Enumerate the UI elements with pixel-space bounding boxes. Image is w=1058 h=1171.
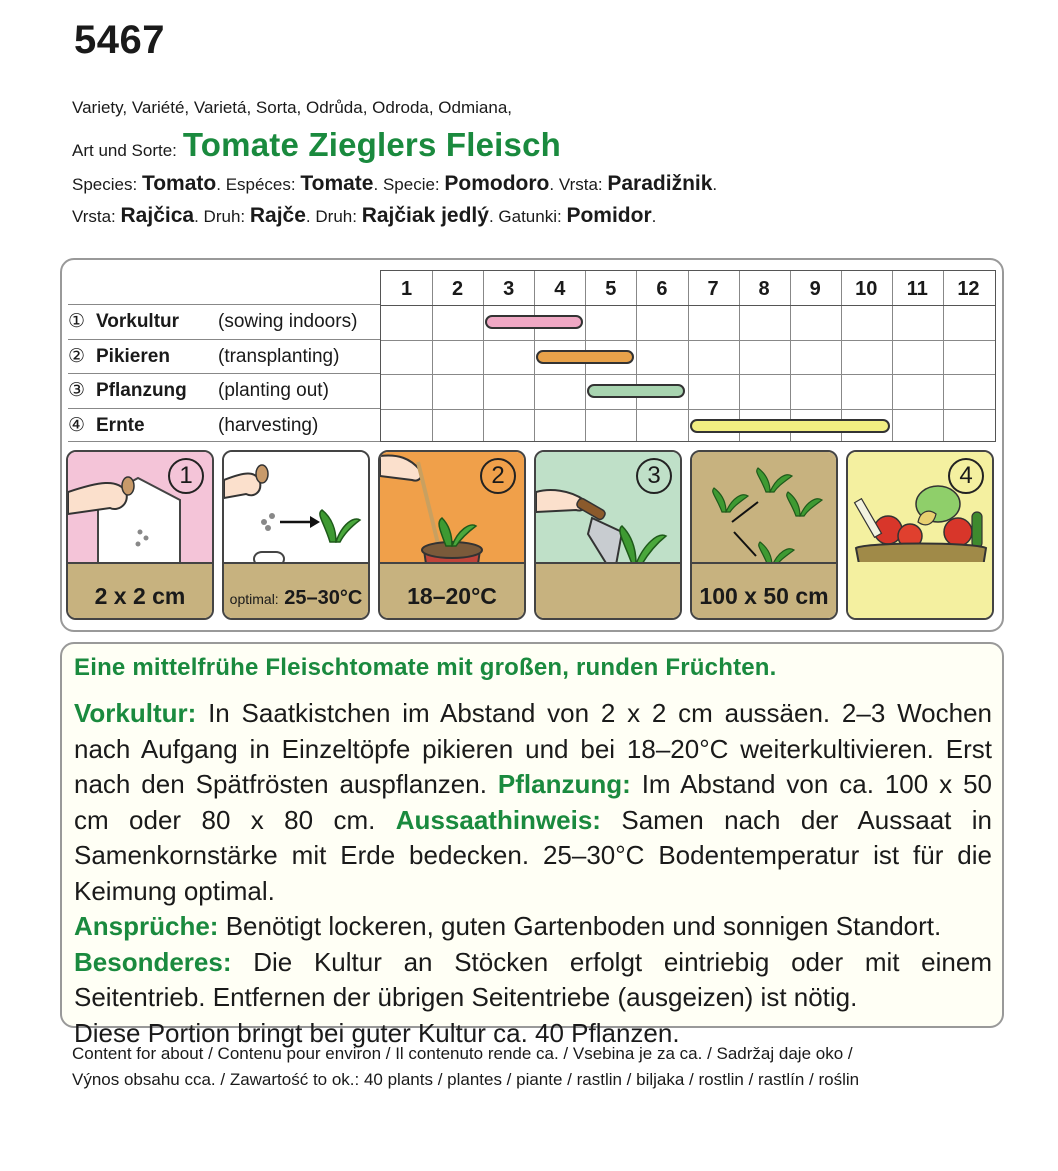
row-num: ② — [68, 345, 86, 367]
species-sep: . — [488, 207, 494, 226]
instruction-tile-4 — [534, 450, 682, 620]
description-lead: Eine mittelfrühe Fleischtomate mit großen, runden Früchten. — [74, 654, 777, 681]
description-box — [60, 642, 1004, 1048]
row-num: ③ — [68, 380, 86, 401]
species-sep: . — [194, 207, 199, 226]
tile-caption — [380, 583, 524, 610]
row-en: (sowing indoors) — [218, 311, 358, 332]
species-label: Vrsta: — [558, 175, 603, 194]
row-num: ① — [68, 311, 86, 332]
row-de: Ernte — [96, 414, 145, 436]
calendar-row-vorkultur — [68, 304, 380, 338]
month-label: 9 — [809, 278, 821, 300]
species-label: Species: — [72, 175, 138, 194]
species-value: Pomidor — [566, 204, 652, 227]
tile-caption-prefix: optimal: — [229, 591, 279, 607]
row-en: (harvesting) — [218, 414, 319, 436]
species-label: Espéces: — [225, 175, 296, 194]
month-label: 8 — [758, 278, 770, 300]
content-footer-line-1: Content for about / Contenu pour environ / Il contenuto rende ca. / Vsebina je za ca. / Sadržaj daje oko / — [72, 1044, 853, 1063]
month-label: 3 — [503, 278, 515, 300]
grid-line — [381, 340, 995, 341]
instruction-tile-6 — [846, 450, 994, 620]
text-vorkultur: In Saatkistchen im Abstand von 2 x 2 cm aussäen. 2–3 Wochen nach Aufgang in Einzeltöpfe pikieren und bei 18–20°C weiterkultivieren. Erst nach den Spätfrösten auspflanzen. — [74, 698, 992, 799]
kw-pflanzung: Pflanzung: — [497, 769, 631, 799]
tile-caption — [692, 583, 836, 610]
month-label: 6 — [656, 278, 668, 300]
row-de: Pikieren — [96, 345, 170, 367]
species-label: Specie: — [382, 175, 440, 194]
calendar-bar-pikieren — [536, 350, 634, 364]
month-label: 2 — [452, 278, 464, 300]
species-value: Tomato — [141, 172, 217, 195]
species-label: Gatunki: — [498, 207, 562, 226]
product-title-line — [72, 126, 561, 164]
calendar-bar-ernte — [690, 419, 890, 433]
calendar-bar-pflanzung — [587, 384, 685, 398]
kw-besonderes: Besonderes: — [74, 946, 232, 977]
species-line — [72, 172, 717, 196]
kw-aussaathinweis: Aussaathinweis: — [395, 804, 601, 835]
species-label: Vrsta: — [72, 207, 116, 226]
text-besonderes: Die Kultur an Stöcken erfolgt eintriebig oder mit einem Seitentrieb. Entfernen der übrigen Seitentriebe (ausgeizen) ist nötig. — [74, 946, 992, 1012]
instruction-tile-3 — [378, 450, 526, 620]
tile-caption-value: 18–20°C — [407, 583, 497, 609]
tile-soil — [536, 562, 680, 618]
text-portion: Diese Portion bringt bei guter Kultur ca. 40 Pflanzen. — [74, 1017, 680, 1048]
species-sep: . — [216, 175, 221, 194]
product-name: Tomate Zieglers Fleisch — [182, 126, 561, 163]
species-sep: . — [651, 207, 657, 226]
month-label: 7 — [707, 278, 719, 300]
step-badge: 1 — [168, 458, 204, 494]
species-value: Pomodoro — [444, 172, 550, 195]
species-sep: . — [305, 207, 311, 226]
step-badge: 4 — [948, 458, 984, 494]
tile-caption-value: 2 x 2 cm — [94, 583, 186, 609]
art-label: Art und Sorte: — [72, 141, 177, 160]
species-value: Rajčiak jedlý — [361, 204, 489, 227]
tile-caption — [68, 583, 212, 610]
month-label: 12 — [957, 278, 980, 300]
calendar-bar-vorkultur — [485, 315, 583, 329]
month-label: 5 — [605, 278, 617, 300]
kw-ansprueche: Ansprüche: — [74, 911, 219, 941]
text-aussaathinweis: Samen nach der Aussaat in Samenkornstärke mit Erde bedecken. 25–30°C Bodentemperatur ist für die Keimung optimal. — [74, 804, 993, 906]
tile-caption-value: 100 x 50 cm — [699, 583, 829, 609]
tile-caption-value: 25–30°C — [284, 587, 363, 609]
row-de: Vorkultur — [96, 311, 180, 332]
species-value: Rajčica — [120, 204, 195, 227]
instruction-tile-2 — [222, 450, 370, 620]
month-label: 11 — [906, 278, 928, 300]
row-de: Pflanzung — [96, 380, 187, 401]
species-value: Tomate — [300, 172, 374, 195]
calendar-row-pflanzung — [68, 373, 380, 407]
tile-soil — [848, 562, 992, 618]
tile-caption — [224, 587, 368, 610]
calendar-row-pikieren — [68, 339, 380, 373]
variety-languages: Variety, Variété, Varietá, Sorta, Odrůda, Odroda, Odmiana, — [72, 98, 513, 117]
species-sep: . — [549, 175, 555, 194]
instruction-tile-5 — [690, 450, 838, 620]
grid-line — [381, 409, 995, 410]
species-sep: . — [712, 175, 718, 194]
month-label: 1 — [400, 278, 413, 300]
content-footer-line-2: Výnos obsahu cca. / Zawartość to ok.: 40 plants / plantes / piante / rastlin / biljaka / rostlin / rastlín / roślin — [72, 1070, 860, 1089]
calendar-grid — [380, 270, 996, 442]
text-ansprueche: Benötigt lockeren, guten Gartenboden und sonnigen Standort. — [218, 911, 942, 941]
row-en: (planting out) — [218, 380, 329, 401]
kw-vorkultur: Vorkultur: — [74, 698, 197, 728]
species-sep: . — [373, 175, 379, 194]
step-badge: 3 — [636, 458, 672, 494]
product-number: 5467 — [74, 18, 165, 62]
calendar-row-ernte — [68, 408, 380, 442]
month-label: 4 — [554, 278, 566, 300]
instruction-tile-1 — [66, 450, 214, 620]
text-pflanzung: Im Abstand von ca. 100 x 50 cm oder 80 x 80 cm. — [74, 769, 992, 835]
row-en: (transplanting) — [218, 345, 340, 367]
species-label: Druh: — [315, 207, 357, 226]
species-label: Druh: — [203, 207, 246, 226]
grid-line — [381, 305, 995, 306]
row-num: ④ — [68, 414, 86, 436]
species-line-2 — [72, 204, 656, 228]
grid-line — [381, 374, 995, 375]
species-value: Paradižnik — [607, 172, 713, 195]
month-label: 10 — [855, 278, 878, 300]
step-badge: 2 — [480, 458, 516, 494]
species-value: Rajče — [249, 204, 306, 227]
description-body — [74, 696, 992, 1051]
